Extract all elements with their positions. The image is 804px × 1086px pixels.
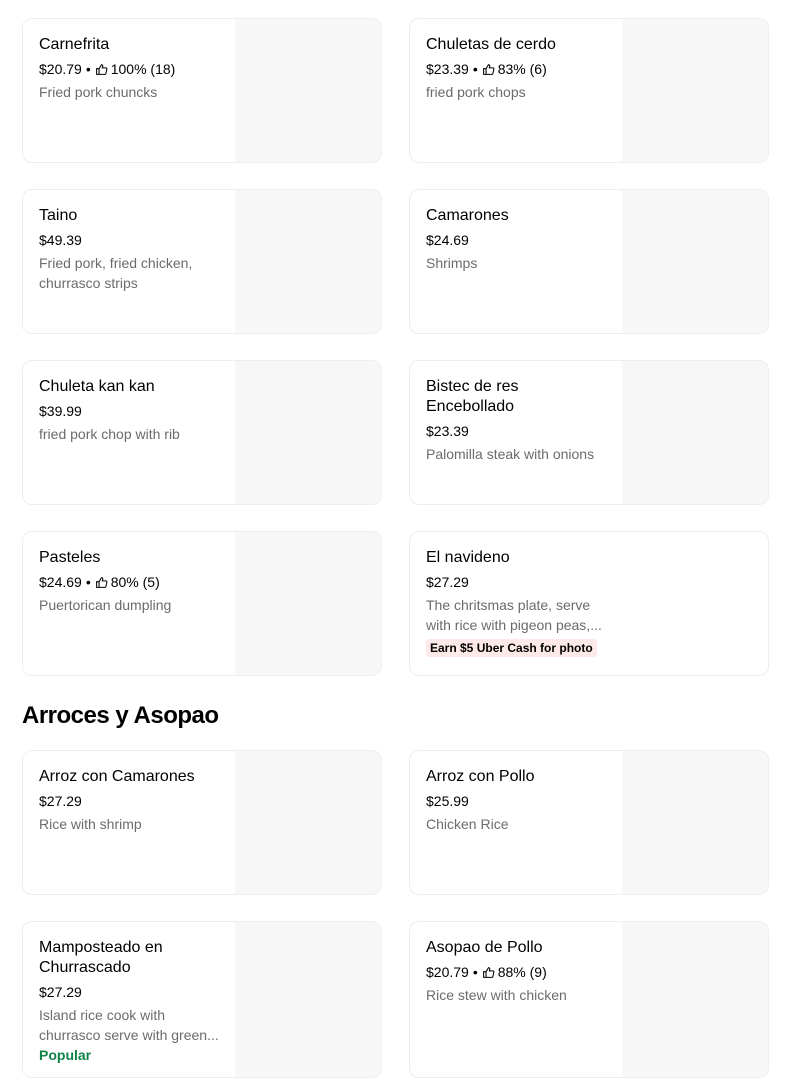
item-meta: [39, 60, 229, 78]
item-meta: [39, 573, 229, 591]
item-price: $49.39: [39, 232, 82, 248]
item-name: Chuleta kan kan: [39, 378, 155, 395]
item-image: [235, 190, 381, 333]
menu-item-card-asopao-de-pollo[interactable]: [409, 921, 769, 1078]
item-meta: [39, 792, 229, 810]
item-image: [235, 532, 381, 675]
thumbs-up-icon: [95, 576, 108, 589]
meta-separator: •: [85, 574, 91, 590]
item-meta: [426, 573, 616, 591]
thumbs-up-icon: [482, 63, 495, 76]
item-name: Bistec de res Encebollado: [426, 378, 519, 415]
item-meta: [39, 402, 229, 420]
item-price: $27.29: [39, 793, 82, 809]
thumbs-up-icon: [482, 966, 495, 979]
item-description: Palomilla steak with onions: [426, 446, 595, 462]
meta-separator: •: [472, 964, 478, 980]
item-image: [622, 19, 768, 162]
item-meta: [426, 231, 616, 249]
menu-item-card-pasteles[interactable]: [22, 531, 382, 676]
item-name: Arroz con Camarones: [39, 768, 195, 785]
item-price: $23.39: [426, 423, 469, 439]
menu-item-card-camarones[interactable]: [409, 189, 769, 334]
item-rating: 88% (9): [497, 964, 547, 980]
item-price: $27.29: [426, 574, 469, 590]
item-name: Taino: [39, 207, 78, 224]
item-price: $39.99: [39, 403, 82, 419]
menu-item-card-arroz-con-pollo[interactable]: [409, 750, 769, 895]
item-description: Shrimps: [426, 255, 478, 271]
item-name: Pasteles: [39, 549, 101, 566]
uber-cash-photo-badge: Earn $5 Uber Cash for photo: [426, 639, 597, 657]
item-name: El navideno: [426, 549, 510, 566]
item-description: Puertorican dumpling: [39, 597, 172, 613]
item-description: fried pork chop with rib: [39, 426, 180, 442]
item-name: Chuletas de cerdo: [426, 36, 556, 53]
item-rating: 83% (6): [497, 61, 547, 77]
item-name: Carnefrita: [39, 36, 110, 53]
item-name: Mamposteado en Churrascado: [39, 939, 163, 976]
item-description: Fried pork chuncks: [39, 84, 158, 100]
meta-separator: •: [85, 61, 91, 77]
item-price: $20.79: [426, 964, 469, 980]
item-rating: 100% (18): [110, 61, 176, 77]
menu-item-card-chuletas-de-cerdo[interactable]: [409, 18, 769, 163]
item-meta: [39, 983, 229, 1001]
item-description: Rice stew with chicken: [426, 987, 567, 1003]
item-description: Rice with shrimp: [39, 816, 142, 832]
item-meta: [39, 231, 229, 249]
item-meta: [426, 422, 616, 440]
section-title-arroces: Arroces y Asopao: [22, 702, 219, 729]
menu-item-card-arroz-con-camarones[interactable]: [22, 750, 382, 895]
item-price: $24.69: [426, 232, 469, 248]
item-description: Fried pork, fried chicken, churrasco strips: [39, 255, 193, 291]
item-price: $24.69: [39, 574, 82, 590]
item-price: $27.29: [39, 984, 82, 1000]
item-meta: [426, 60, 616, 78]
menu-item-card-taino[interactable]: [22, 189, 382, 334]
item-name: Arroz con Pollo: [426, 768, 535, 785]
item-description: fried pork chops: [426, 84, 526, 100]
item-image: [235, 361, 381, 504]
meta-separator: •: [472, 61, 478, 77]
item-image: [622, 190, 768, 333]
item-image: [622, 361, 768, 504]
item-image: [622, 751, 768, 894]
item-image: [235, 19, 381, 162]
item-image: [235, 922, 381, 1077]
item-price: $20.79: [39, 61, 82, 77]
item-description: Island rice cook with churrasco serve with green...: [39, 1007, 219, 1043]
item-price: $25.99: [426, 793, 469, 809]
item-meta: [426, 963, 616, 981]
item-price: $23.39: [426, 61, 469, 77]
item-meta: [426, 792, 616, 810]
menu-item-card-mamposteado[interactable]: [22, 921, 382, 1078]
menu-item-card-carnefrita[interactable]: [22, 18, 382, 163]
popular-tag: Popular: [39, 1047, 92, 1063]
item-name: Asopao de Pollo: [426, 939, 543, 956]
item-image: [235, 751, 381, 894]
menu-item-card-bistec-de-res[interactable]: [409, 360, 769, 505]
item-description: Chicken Rice: [426, 816, 509, 832]
menu-item-card-chuleta-kan-kan[interactable]: [22, 360, 382, 505]
menu-item-card-el-navideno[interactable]: [409, 531, 769, 676]
thumbs-up-icon: [95, 63, 108, 76]
item-image: [622, 922, 768, 1077]
item-rating: 80% (5): [110, 574, 160, 590]
item-description: The chritsmas plate, serve with rice with pigeon peas,...: [426, 597, 602, 633]
item-name: Camarones: [426, 207, 509, 224]
